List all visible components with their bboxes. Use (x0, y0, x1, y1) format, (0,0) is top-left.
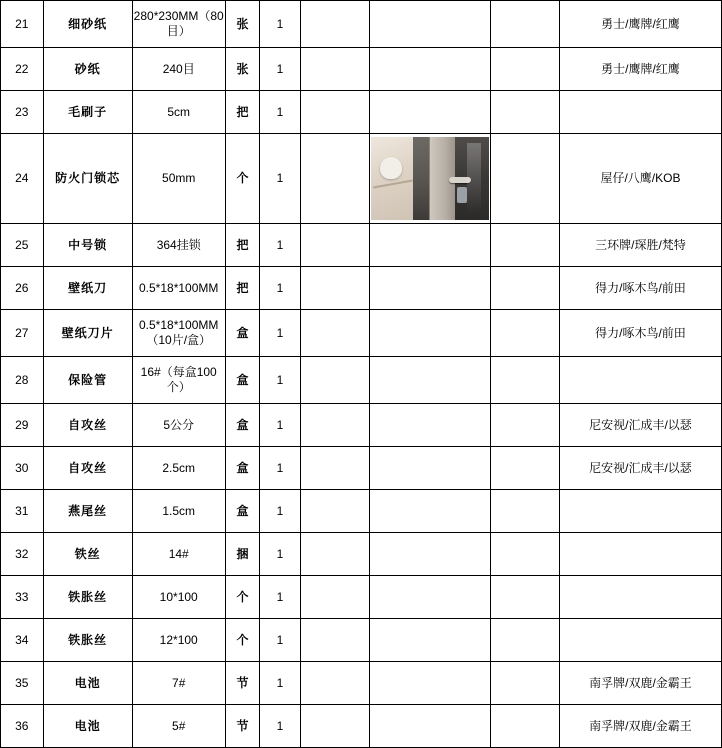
table-row (1, 224, 722, 267)
cell-extra-1 (300, 576, 369, 619)
cell-brand (559, 576, 721, 619)
cell-extra-1 (300, 619, 369, 662)
cell-brand (559, 619, 721, 662)
cell-qty: 1 (260, 705, 301, 748)
cell-extra-2 (491, 1, 560, 48)
cell-extra-1 (300, 134, 369, 224)
cell-brand: 南孚牌/双鹿/金霸王 (559, 705, 721, 748)
cell-index: 36 (1, 705, 44, 748)
cell-name: 壁纸刀 (43, 267, 132, 310)
cell-spec: 2.5cm (132, 447, 225, 490)
cell-brand: 得力/啄木鸟/前田 (559, 267, 721, 310)
cell-extra-1 (300, 705, 369, 748)
cell-qty: 1 (260, 490, 301, 533)
cell-unit: 节 (225, 662, 259, 705)
table-row (1, 48, 722, 91)
cell-extra-1 (300, 267, 369, 310)
cell-unit: 盒 (225, 404, 259, 447)
cell-image (369, 224, 491, 267)
cell-extra-2 (491, 619, 560, 662)
cell-image (369, 1, 491, 48)
cell-brand: 勇士/鹰牌/红鹰 (559, 48, 721, 91)
cell-spec: 50mm (132, 134, 225, 224)
cell-index: 35 (1, 662, 44, 705)
cell-brand: 尼安视/汇成丰/以瑟 (559, 447, 721, 490)
cell-extra-2 (491, 533, 560, 576)
cell-qty: 1 (260, 48, 301, 91)
cell-extra-2 (491, 705, 560, 748)
cell-index: 28 (1, 357, 44, 404)
cell-index: 27 (1, 310, 44, 357)
cell-unit: 把 (225, 91, 259, 134)
cell-extra-1 (300, 490, 369, 533)
cell-image (369, 705, 491, 748)
cell-name: 电池 (43, 662, 132, 705)
table-row (1, 447, 722, 490)
cell-spec: 5# (132, 705, 225, 748)
cell-image (369, 404, 491, 447)
cell-spec: 0.5*18*100MM（10片/盒） (132, 310, 225, 357)
cell-spec: 280*230MM（80目） (132, 1, 225, 48)
cell-extra-2 (491, 134, 560, 224)
cell-extra-2 (491, 576, 560, 619)
cell-name: 自攻丝 (43, 447, 132, 490)
cell-image (369, 447, 491, 490)
cell-unit: 把 (225, 224, 259, 267)
cell-extra-1 (300, 224, 369, 267)
cell-extra-1 (300, 91, 369, 134)
cell-spec: 364挂锁 (132, 224, 225, 267)
cell-unit: 捆 (225, 533, 259, 576)
cell-index: 26 (1, 267, 44, 310)
cell-index: 23 (1, 91, 44, 134)
cell-spec: 1.5cm (132, 490, 225, 533)
cell-name: 铁胀丝 (43, 619, 132, 662)
cell-name: 防火门锁芯 (43, 134, 132, 224)
table-row (1, 705, 722, 748)
cell-extra-1 (300, 533, 369, 576)
cell-unit: 个 (225, 619, 259, 662)
table-row (1, 662, 722, 705)
cell-image (369, 490, 491, 533)
cell-extra-2 (491, 490, 560, 533)
cell-brand (559, 533, 721, 576)
cell-name: 铁胀丝 (43, 576, 132, 619)
table-row (1, 1, 722, 48)
cell-extra-2 (491, 404, 560, 447)
cell-extra-2 (491, 48, 560, 91)
cell-spec: 7# (132, 662, 225, 705)
table-row (1, 91, 722, 134)
cell-image (369, 357, 491, 404)
cell-image (369, 619, 491, 662)
cell-name: 细砂纸 (43, 1, 132, 48)
cell-spec: 10*100 (132, 576, 225, 619)
cell-unit: 张 (225, 48, 259, 91)
cell-extra-2 (491, 447, 560, 490)
cell-name: 砂纸 (43, 48, 132, 91)
cell-index: 22 (1, 48, 44, 91)
cell-qty: 1 (260, 310, 301, 357)
cell-spec: 240目 (132, 48, 225, 91)
photo-door-lock (457, 187, 467, 203)
cell-index: 32 (1, 533, 44, 576)
cell-spec: 5cm (132, 91, 225, 134)
cell-image (369, 533, 491, 576)
table-row (1, 357, 722, 404)
cell-qty: 1 (260, 662, 301, 705)
cell-extra-1 (300, 357, 369, 404)
cell-qty: 1 (260, 576, 301, 619)
cell-extra-2 (491, 357, 560, 404)
cell-brand: 勇士/鹰牌/红鹰 (559, 1, 721, 48)
cell-image (369, 134, 491, 224)
cell-extra-2 (491, 91, 560, 134)
cell-spec: 0.5*18*100MM (132, 267, 225, 310)
cell-qty: 1 (260, 357, 301, 404)
cell-qty: 1 (260, 619, 301, 662)
cell-name: 壁纸刀片 (43, 310, 132, 357)
cell-unit: 盒 (225, 310, 259, 357)
cell-extra-1 (300, 662, 369, 705)
cell-index: 21 (1, 1, 44, 48)
photo-highlight (467, 143, 481, 213)
cell-spec: 5公分 (132, 404, 225, 447)
cell-spec: 14# (132, 533, 225, 576)
cell-extra-1 (300, 310, 369, 357)
cell-unit: 个 (225, 576, 259, 619)
cell-brand (559, 357, 721, 404)
cell-extra-2 (491, 310, 560, 357)
cell-extra-2 (491, 224, 560, 267)
cell-index: 29 (1, 404, 44, 447)
cell-name: 保险管 (43, 357, 132, 404)
table-row (1, 490, 722, 533)
cell-unit: 盒 (225, 357, 259, 404)
photo-toilet (380, 157, 402, 179)
cell-brand: 三环牌/琛胜/梵特 (559, 224, 721, 267)
cell-index: 30 (1, 447, 44, 490)
cell-unit: 张 (225, 1, 259, 48)
cell-name: 中号锁 (43, 224, 132, 267)
cell-unit: 把 (225, 267, 259, 310)
cell-image (369, 662, 491, 705)
cell-index: 31 (1, 490, 44, 533)
cell-extra-2 (491, 662, 560, 705)
cell-unit: 节 (225, 705, 259, 748)
cell-image (369, 310, 491, 357)
cell-extra-1 (300, 1, 369, 48)
cell-image (369, 267, 491, 310)
cell-extra-1 (300, 404, 369, 447)
cell-extra-2 (491, 267, 560, 310)
cell-qty: 1 (260, 404, 301, 447)
cell-qty: 1 (260, 91, 301, 134)
cell-name: 燕尾丝 (43, 490, 132, 533)
cell-qty: 1 (260, 533, 301, 576)
cell-image (369, 48, 491, 91)
cell-qty: 1 (260, 1, 301, 48)
table-row (1, 619, 722, 662)
table-row (1, 267, 722, 310)
cell-name: 自攻丝 (43, 404, 132, 447)
cell-index: 34 (1, 619, 44, 662)
cell-extra-1 (300, 48, 369, 91)
cell-brand: 尼安视/汇成丰/以瑟 (559, 404, 721, 447)
cell-index: 33 (1, 576, 44, 619)
cell-brand (559, 91, 721, 134)
cell-image (369, 91, 491, 134)
cell-index: 24 (1, 134, 44, 224)
table-row (1, 310, 722, 357)
cell-unit: 个 (225, 134, 259, 224)
cell-brand: 得力/啄木鸟/前田 (559, 310, 721, 357)
cell-extra-1 (300, 447, 369, 490)
door-lock-photo (371, 137, 489, 220)
table-row (1, 576, 722, 619)
cell-qty: 1 (260, 134, 301, 224)
cell-name: 铁丝 (43, 533, 132, 576)
cell-qty: 1 (260, 267, 301, 310)
cell-brand: 南孚牌/双鹿/金霸王 (559, 662, 721, 705)
cell-index: 25 (1, 224, 44, 267)
cell-qty: 1 (260, 447, 301, 490)
cell-spec: 16#（每盒100个） (132, 357, 225, 404)
cell-image (369, 576, 491, 619)
cell-name: 毛刷子 (43, 91, 132, 134)
table-row (1, 404, 722, 447)
cell-spec: 12*100 (132, 619, 225, 662)
cell-unit: 盒 (225, 490, 259, 533)
table-row (1, 533, 722, 576)
cell-name: 电池 (43, 705, 132, 748)
cell-brand (559, 490, 721, 533)
cell-brand: 屋仔/八鹰/KOB (559, 134, 721, 224)
cell-qty: 1 (260, 224, 301, 267)
cell-unit: 盒 (225, 447, 259, 490)
table-row (1, 134, 722, 224)
